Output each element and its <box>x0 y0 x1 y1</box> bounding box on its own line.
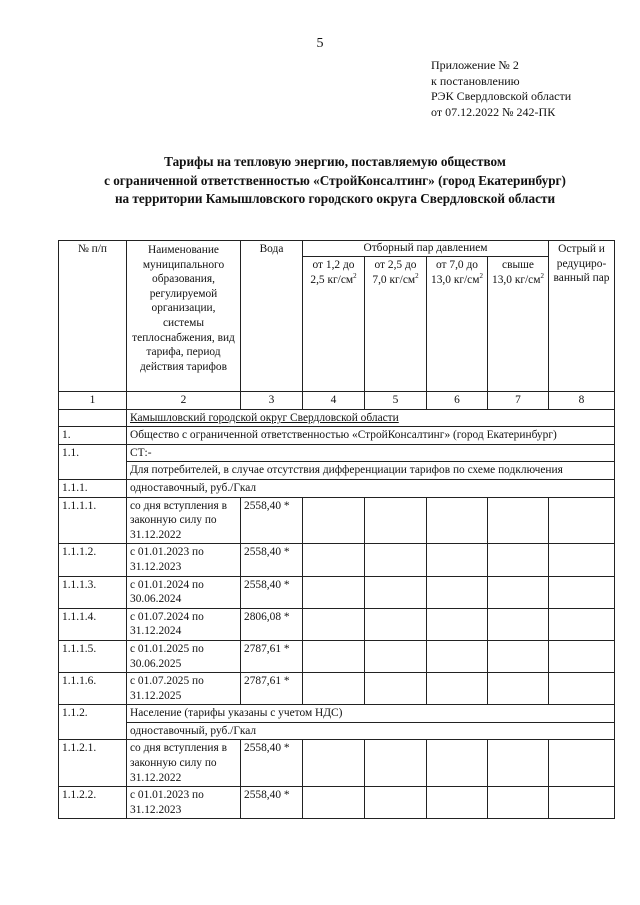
document-title <box>60 153 610 209</box>
empty-cell <box>427 640 488 672</box>
empty-cell <box>303 640 365 672</box>
empty-cell <box>303 576 365 608</box>
empty-cell <box>365 787 427 819</box>
water-tariff: 2558,40 * <box>241 544 303 576</box>
empty-cell <box>427 576 488 608</box>
column-number: 5 <box>365 392 427 410</box>
empty-cell <box>427 497 488 544</box>
appendix-line: к постановлению <box>431 73 520 88</box>
empty-cell <box>549 640 615 672</box>
note-row <box>59 462 615 480</box>
row-num: 1.1. <box>59 444 127 479</box>
empty-cell <box>303 544 365 576</box>
header-water: Вода <box>241 241 303 392</box>
empty-cell <box>488 544 549 576</box>
empty-cell <box>427 608 488 640</box>
column-number-row <box>59 392 615 410</box>
empty-cell <box>549 740 615 787</box>
table-row <box>59 640 615 672</box>
group-title: Население (тарифы указаны с учетом НДС) <box>127 705 615 723</box>
system-name: СТ:- <box>127 444 615 462</box>
header-steam-group: Отборный пар давлением <box>303 241 549 257</box>
column-number: 8 <box>549 392 615 410</box>
empty-cell <box>365 640 427 672</box>
empty-cell <box>303 608 365 640</box>
column-number: 6 <box>427 392 488 410</box>
empty-cell <box>427 544 488 576</box>
period-cell: с 01.01.2025 по 30.06.2025 <box>127 640 241 672</box>
row-num: 1.1.2.2. <box>59 787 127 819</box>
empty-cell <box>427 673 488 705</box>
row-num: 1.1.1.5. <box>59 640 127 672</box>
header-pressure-3: от 7,0 до 13,0 $кг/см^2$ <box>427 257 488 392</box>
water-tariff: 2558,40 * <box>241 740 303 787</box>
column-number: 4 <box>303 392 365 410</box>
period-cell: с 01.07.2024 по 31.12.2024 <box>127 608 241 640</box>
empty-cell <box>303 740 365 787</box>
table-row <box>59 608 615 640</box>
empty-cell <box>488 576 549 608</box>
row-num: 1.1.1.2. <box>59 544 127 576</box>
section-row <box>59 409 615 427</box>
group-title: одноставочный, руб./Гкал <box>127 479 615 497</box>
column-number: 7 <box>488 392 549 410</box>
water-tariff: 2558,40 * <box>241 576 303 608</box>
row-num: 1. <box>59 427 127 445</box>
column-number: 3 <box>241 392 303 410</box>
empty-cell <box>488 673 549 705</box>
empty-cell <box>427 740 488 787</box>
water-tariff: 2787,61 * <box>241 673 303 705</box>
group-sub-row <box>59 722 615 740</box>
water-tariff: 2787,61 * <box>241 640 303 672</box>
section-num-cell <box>59 409 127 427</box>
row-num: 1.1.1. <box>59 479 127 497</box>
empty-cell <box>365 673 427 705</box>
group-row <box>59 705 615 723</box>
row-num: 1.1.1.4. <box>59 608 127 640</box>
period-cell: с 01.01.2024 по 30.06.2024 <box>127 576 241 608</box>
water-tariff: 2558,40 * <box>241 787 303 819</box>
empty-cell <box>488 740 549 787</box>
water-tariff: 2558,40 * <box>241 497 303 544</box>
empty-cell <box>549 787 615 819</box>
header-pressure-1: от 1,2 до 2,5 $кг/см^2$ <box>303 257 365 392</box>
table-row <box>59 673 615 705</box>
empty-cell <box>549 544 615 576</box>
period-cell: с 01.01.2023 по 31.12.2023 <box>127 787 241 819</box>
row-num: 1.1.1.6. <box>59 673 127 705</box>
appendix-line: Приложение № 2 <box>431 58 519 72</box>
water-tariff: 2806,08 * <box>241 608 303 640</box>
empty-cell <box>427 787 488 819</box>
empty-cell <box>549 497 615 544</box>
empty-cell <box>365 576 427 608</box>
empty-cell <box>488 640 549 672</box>
group-subtitle: одноставочный, руб./Гкал <box>127 722 615 740</box>
empty-cell <box>365 497 427 544</box>
title-line: на территории Камышловского городского округа Свердловской области <box>114 191 556 206</box>
header-num: № п/п <box>59 241 127 392</box>
appendix-line: от 07.12.2022 № 242-ПК <box>431 104 556 119</box>
empty-cell <box>303 787 365 819</box>
appendix-block <box>431 58 571 120</box>
row-num: 1.1.2. <box>59 705 127 740</box>
empty-cell <box>365 740 427 787</box>
row-num: 1.1.2.1. <box>59 740 127 787</box>
table-row <box>59 497 615 544</box>
empty-cell <box>549 673 615 705</box>
system-row <box>59 444 615 462</box>
table-row <box>59 544 615 576</box>
empty-cell <box>549 608 615 640</box>
empty-cell <box>303 673 365 705</box>
header-pressure-4: свыше 13,0 $кг/см^2$ <box>488 257 549 392</box>
table-row <box>59 576 615 608</box>
title-line: с ограниченной ответственностью «СтройКонсалтинг» (город Екатеринбург) <box>104 172 566 188</box>
empty-cell <box>303 497 365 544</box>
appendix-line: РЭК Свердловской области <box>431 89 572 103</box>
page-number: 5 <box>316 36 324 51</box>
period-cell: со дня вступления в законную силу по 31.12.2022 <box>127 497 241 544</box>
period-cell: с 01.07.2025 по 31.12.2025 <box>127 673 241 705</box>
empty-cell <box>365 544 427 576</box>
empty-cell <box>488 497 549 544</box>
period-cell: с 01.01.2023 по 31.12.2023 <box>127 544 241 576</box>
group-row <box>59 479 615 497</box>
title-line: Тарифы на тепловую энергию, поставляемую обществом <box>164 154 506 169</box>
header-pressure-2: от 2,5 до 7,0 $кг/см^2$ <box>365 257 427 392</box>
empty-cell <box>365 608 427 640</box>
column-number: 1 <box>59 392 127 410</box>
tariff-table <box>58 240 615 819</box>
header-name: Наименование муниципального образования, регулируемой организации, системы теплоснабжения, вид тарифа, период действия тарифов <box>127 241 241 392</box>
consumer-note: Для потребителей, в случае отсутствия дифференциации тарифов по схеме подключения <box>127 462 615 480</box>
empty-cell <box>549 576 615 608</box>
period-cell: со дня вступления в законную силу по 31.12.2022 <box>127 740 241 787</box>
column-number: 2 <box>127 392 241 410</box>
row-num: 1.1.1.3. <box>59 576 127 608</box>
empty-cell <box>488 608 549 640</box>
org-row <box>59 427 615 445</box>
org-name: Общество с ограниченной ответственностью «СтройКонсалтинг» (город Екатеринбург) <box>127 427 615 445</box>
header-sharp-steam: Острый и редуциро-ванный пар <box>549 241 615 392</box>
row-num: 1.1.1.1. <box>59 497 127 544</box>
empty-cell <box>488 787 549 819</box>
table-row <box>59 740 615 787</box>
section-title: Камышловский городской округ Свердловской области <box>127 409 615 427</box>
table-row <box>59 787 615 819</box>
